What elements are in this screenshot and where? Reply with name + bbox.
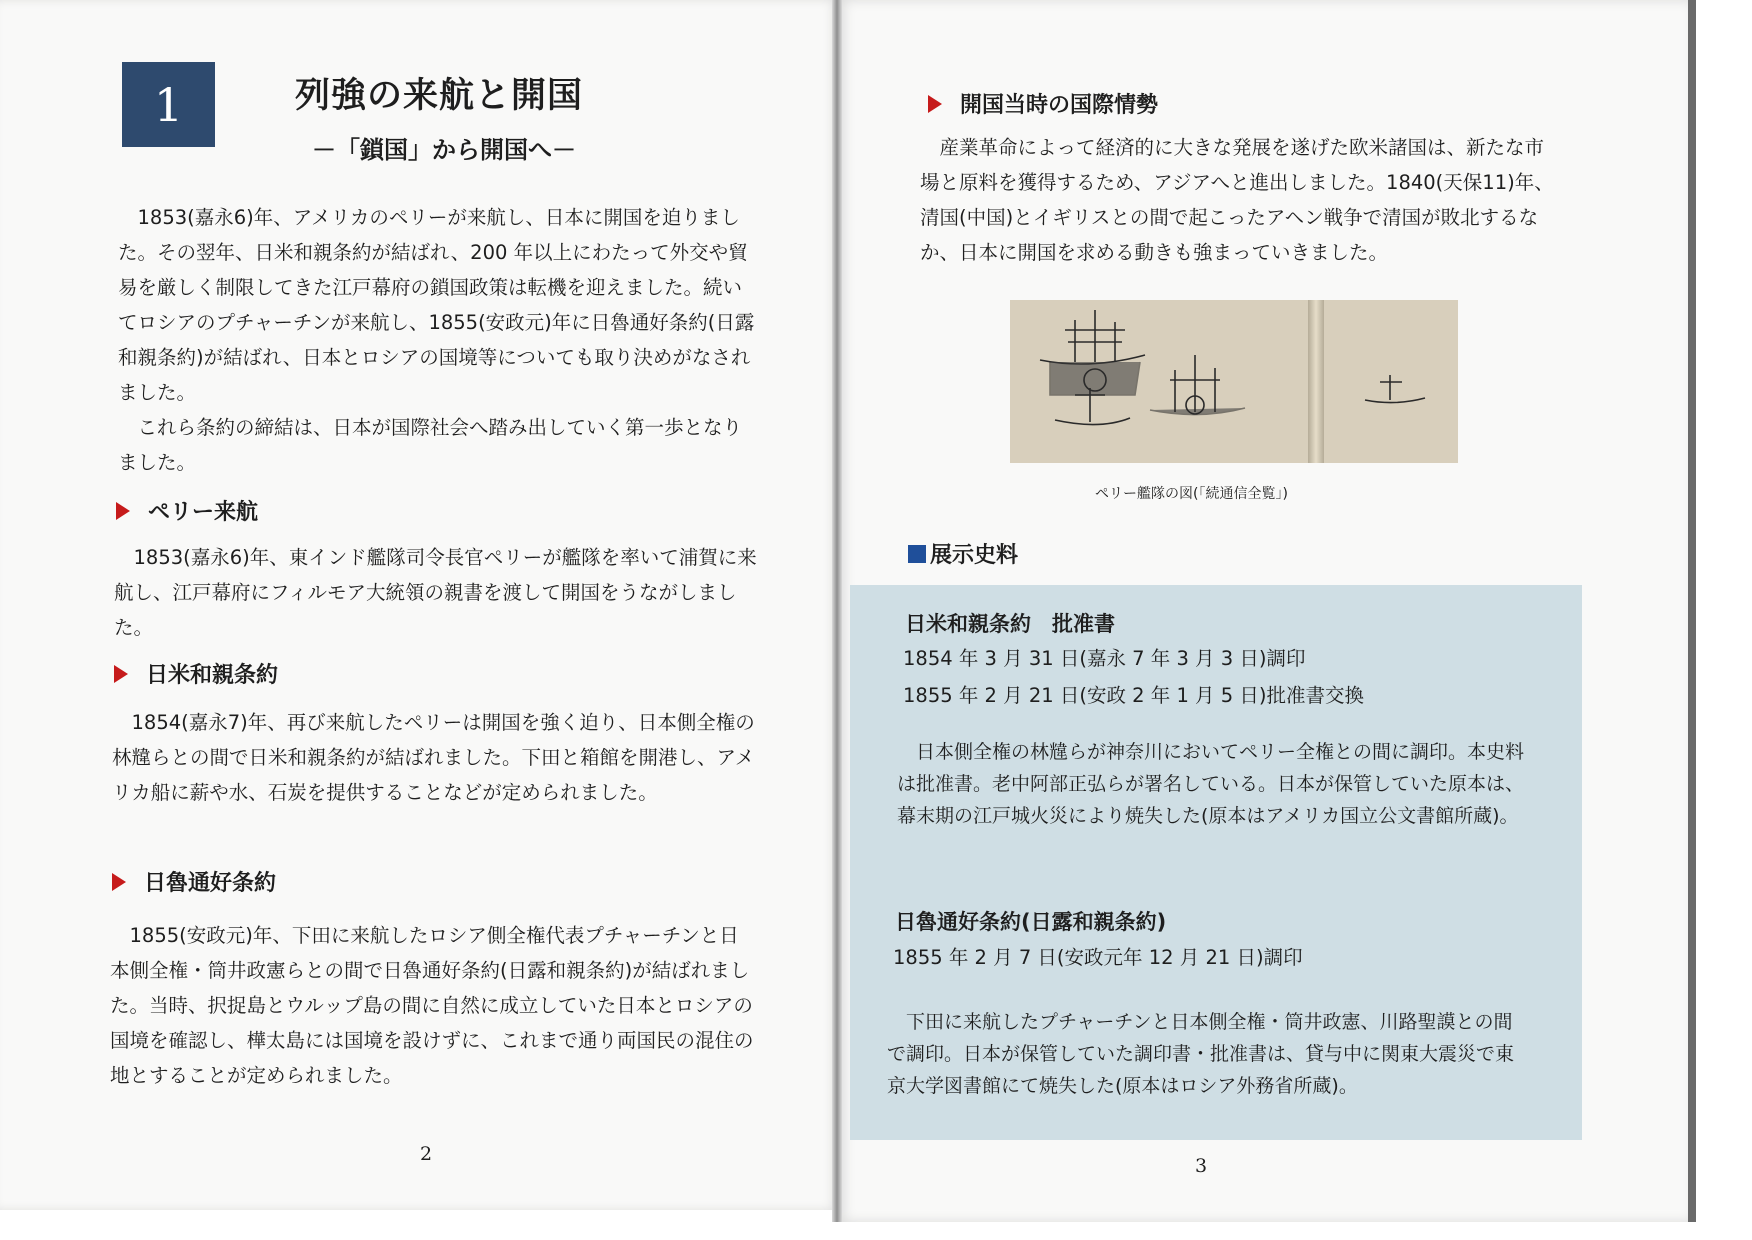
chapter-subtitle: －「鎖国」から開国へ－ [312, 136, 576, 164]
exhibit-description: 下田に来航したプチャーチンと日本側全権・筒井政憲、川路聖謨との間で調印。日本が保管していた調印書・批准書は、貸与中に関東大震災で東京大学図書館にて焼失した(原本はロシア外務省所蔵)。 [887, 1011, 1515, 1097]
section-body: 1855(安政元)年、下田に来航したロシア側全権代表プチャーチンと日本側全権・筒井政憲らとの間で日魯通好条約(日露和親条約)が結ばれました。当時、択捉島とウルップ島の間に自然に成立していた日本とロシアの国境を確認し、樺太島には国境を設けずに、これまで通り両国民の混住の地とすることが定められました。 [110, 924, 754, 1087]
intro-paragraph: 1853(嘉永6)年、アメリカのペリーが来航し、日本に開国を迫りました。その翌年、日米和親条約が結ばれ、200 年以上にわたって外交や貿易を厳しく制限してきた江戸幕府の鎖国政策は転機を迎えました。続いてロシアのプチャーチンが来航し、1855(安政元)年に日魯通好条約(日露和親条約)が結ばれ、日本とロシアの国境等についても取り決めがなされました。 [118, 206, 755, 404]
section-body: 1853(嘉永6)年、東インド艦隊司令長官ペリーが艦隊を率いて浦賀に来航し、江戸幕府にフィルモア大統領の親書を渡して開国をうながしました。 [114, 546, 757, 639]
square-bullet-icon [908, 545, 926, 563]
perry-fleet-illustration [1010, 300, 1458, 463]
triangle-bullet-icon [928, 95, 942, 113]
exhibit-heading [908, 538, 1018, 569]
section-heading-text: 日魯通好条約 [144, 871, 277, 896]
section-heading-treaty-us [114, 658, 278, 689]
exhibit-date: 1855 年 2 月 21 日(安政 2 年 1 月 5 日)批准書交換 [903, 684, 1364, 707]
section-heading-text: 開国当時の国際情勢 [960, 93, 1159, 118]
triangle-bullet-icon [114, 665, 128, 683]
ships-drawing [1010, 300, 1458, 463]
exhibit-title: 日米和親条約 批准書 [905, 612, 1115, 636]
section-body: 1854(嘉永7)年、再び来航したペリーは開国を強く迫り、日本側全権の林韑らとの間で日米和親条約が結ばれました。下田と箱館を開港し、アメリカ船に薪や水、石炭を提供することなどが定められました。 [112, 711, 755, 804]
exhibit-title: 日魯通好条約(日露和親条約) [895, 910, 1167, 934]
illustration-fold [1308, 300, 1324, 463]
section-heading-text: ペリー来航 [148, 500, 259, 525]
figure-caption: ペリー艦隊の図(「続通信全覧」) [1095, 486, 1288, 502]
section-heading-perry [116, 495, 258, 526]
section-heading-international [928, 88, 1158, 119]
page-edge [1688, 0, 1696, 1222]
triangle-bullet-icon [112, 873, 126, 891]
page-number-right: 3 [1195, 1155, 1208, 1177]
page-number-left: 2 [420, 1143, 433, 1165]
exhibit-description: 日本側全権の林韑らが神奈川においてペリー全権との間に調印。本史料は批准書。老中阿部正弘らが署名している。日本が保管していた原本は、幕末期の江戸城火災により焼失した(原本はアメリカ国立公文書館所蔵)。 [897, 741, 1525, 827]
book-spine [832, 0, 842, 1222]
intro-paragraph: これら条約の締結は、日本が国際社会へ踏み出していく第一歩となりました。 [118, 416, 743, 474]
triangle-bullet-icon [116, 502, 130, 520]
section-body: 産業革命によって経済的に大きな発展を遂げた欧米諸国は、新たな市場と原料を獲得するため、アジアへと進出しました。1840(天保11)年、清国(中国)とイギリスとの間で起こったアヘン戦争で清国が敗北するなか、日本に開国を求める動きも強まっていきました。 [920, 136, 1554, 264]
section-heading-text: 日米和親条約 [146, 663, 279, 688]
exhibit-date: 1855 年 2 月 7 日(安政元年 12 月 21 日)調印 [893, 946, 1303, 969]
chapter-number-badge: 1 [122, 62, 215, 147]
exhibit-heading-text: 展示史料 [930, 543, 1019, 568]
section-heading-treaty-russia [112, 866, 276, 897]
chapter-title: 列強の来航と開国 [295, 76, 584, 116]
exhibit-date: 1854 年 3 月 31 日(嘉永 7 年 3 月 3 日)調印 [903, 647, 1306, 670]
